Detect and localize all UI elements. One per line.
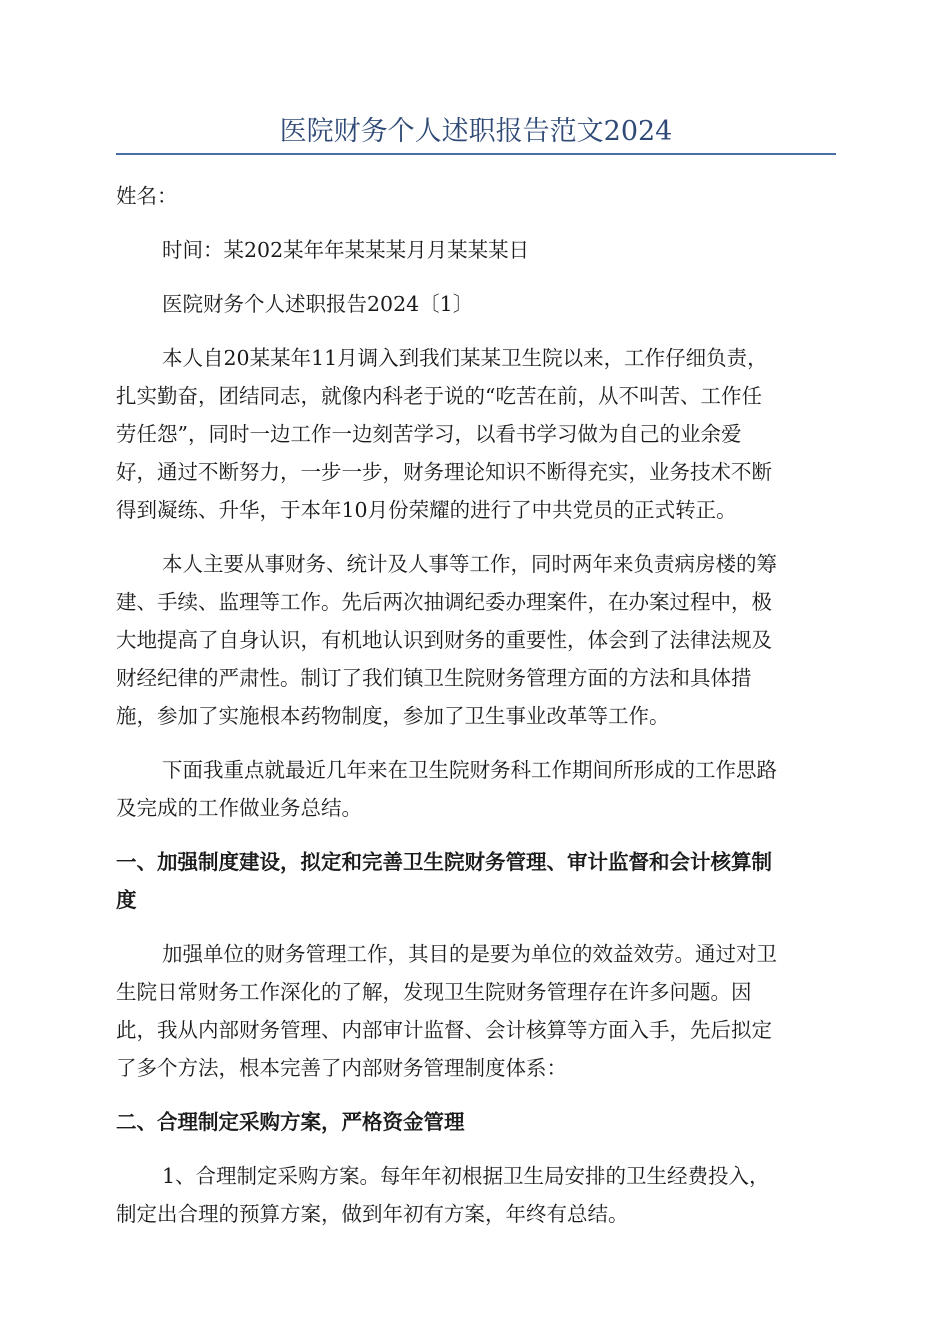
report-subtitle: 医院财务个人述职报告2024〔1〕 xyxy=(162,292,474,316)
text-line: 大地提高了自身认识，有机地认识到财务的重要性，体会到了法律法规及 xyxy=(116,628,772,652)
text-line: 1、合理制定采购方案。每年年初根据卫生局安排的卫生经费投入， xyxy=(162,1164,770,1188)
text-line: 生院日常财务工作深化的了解，发现卫生院财务管理存在许多问题。因 xyxy=(116,980,752,1004)
heading-line: 一、加强制度建设，拟定和完善卫生院财务管理、审计监督和会计核算制 xyxy=(116,850,772,874)
name-line: 姓名： xyxy=(116,184,178,208)
section-heading-2: 二、合理制定采购方案，严格资金管理 xyxy=(116,1110,465,1134)
text-line: 加强单位的财务管理工作，其目的是要为单位的效益效劳。通过对卫 xyxy=(162,942,777,966)
text-line: 了多个方法，根本完善了内部财务管理制度体系： xyxy=(116,1056,567,1080)
text-line: 及完成的工作做业务总结。 xyxy=(116,796,362,820)
text-line: 劳任怨”，同时一边工作一边刻苦学习，以看书学习做为自己的业余爱 xyxy=(116,422,742,446)
text-line: 财经纪律的严肃性。制订了我们镇卫生院财务管理方面的方法和具体措 xyxy=(116,666,752,690)
text-line: 施，参加了实施根本药物制度，参加了卫生事业改革等工作。 xyxy=(116,704,670,728)
text-line: 此，我从内部财务管理、内部审计监督、会计核算等方面入手，先后拟定 xyxy=(116,1018,772,1042)
text-line: 下面我重点就最近几年来在卫生院财务科工作期间所形成的工作思路 xyxy=(162,758,777,782)
text-line: 扎实勤奋，团结同志，就像内科老于说的“吃苦在前，从不叫苦、工作任 xyxy=(116,384,762,408)
time-line: 时间：某202某年年某某某月月某某某日 xyxy=(162,238,530,262)
text-line: 本人主要从事财务、统计及人事等工作，同时两年来负责病房楼的筹 xyxy=(162,552,777,576)
text-line: 制定出合理的预算方案，做到年初有方案，年终有总结。 xyxy=(116,1202,629,1226)
document-title: 医院财务个人述职报告范文2024 xyxy=(279,116,673,147)
heading-line: 度 xyxy=(116,888,137,912)
text-line: 本人自20某某年11月调入到我们某某卫生院以来，工作仔细负责， xyxy=(162,346,768,370)
text-line: 得到凝练、升华，于本年10月份荣耀的进行了中共党员的正式转正。 xyxy=(116,498,737,522)
title-underline xyxy=(116,153,836,155)
text-line: 好，通过不断努力，一步一步，财务理论知识不断得充实，业务技术不断 xyxy=(116,460,772,484)
text-line: 建、手续、监理等工作。先后两次抽调纪委办理案件，在办案过程中，极 xyxy=(116,590,772,614)
